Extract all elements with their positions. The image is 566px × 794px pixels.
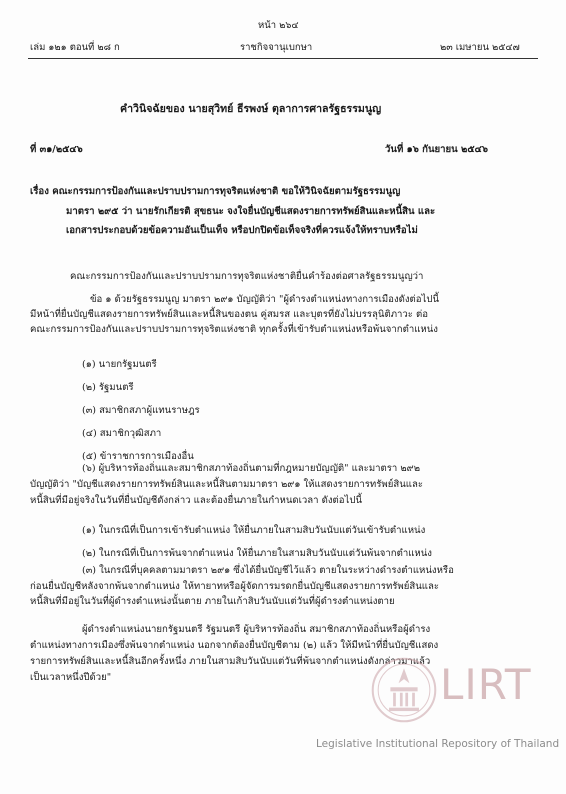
sub-item-line: (๓) ในกรณีที่บุคคลตามมาตรา ๒๙๑ ซึ่งได้ยื่นบัญชีไว้แล้ว ตายในระหว่างดำรงตำแหน่งหรือ [82, 565, 454, 576]
para-line: ตำแหน่งทางการเมืองซึ่งพ้นจากตำแหน่ง นอกจากต้องยื่นบัญชีตาม (๒) แล้ว ให้มีหน้าที่ยื่นบัญชีแสดง [30, 640, 439, 651]
list-item: (๒) รัฐมนตรี [82, 382, 134, 393]
intro-paragraph: คณะกรรมการป้องกันและปราบปรามการทุจริตแห่งชาติยื่นคำร้องต่อศาลรัฐธรรมนูญว่า [70, 271, 424, 282]
para-line: เป็นเวลาหนึ่งปีด้วย" [30, 672, 112, 683]
clause-line: มีหน้าที่ยื่นบัญชีแสดงรายการทรัพย์สินและหนี้สินของตน คู่สมรส และบุตรที่ยังไม่บรรลุนิติภาวะ ต่อ [30, 309, 429, 320]
parliament-seal-icon [370, 656, 438, 724]
sub-items [82, 519, 432, 565]
item-line: หนี้สินที่มีอยู่จริงในวันที่ยื่นบัญชีดังกล่าว และต้องยื่นภายในกำหนดเวลา ดังต่อไปนี้ [30, 495, 362, 506]
gazette-date: ๒๓ เมษายน ๒๕๔๗ [440, 42, 520, 53]
position-list [82, 353, 200, 468]
gazette-name: ราชกิจจานุเบกษา [240, 42, 313, 53]
subject-line: มาตรา ๒๙๕ ว่า นายรักเกียรติ สุขธนะ จงใจยื่นบัญชีแสดงรายการทรัพย์สินและหนี้สิน และ [66, 205, 436, 217]
clause-line: คณะกรรมการป้องกันและปราบปรามการทุจริตแห่งชาติ ทุกครั้งที่เข้ารับตำแหน่งหรือพ้นจากตำแหน่ง [30, 324, 438, 335]
volume-info: เล่ม ๑๒๑ ตอนที่ ๒๘ ก [30, 42, 120, 53]
clause-1 [30, 292, 439, 337]
document-title: คำวินิจฉัยของ นายสุวิทย์ ธีรพงษ์ ตุลาการศาลรัฐธรรมนูญ [120, 103, 382, 115]
sub-item-line: ก่อนยื่นบัญชีหลังจากพ้นจากตำแหน่ง ให้ทายาทหรือผู้จัดการมรดกยื่นบัญชีแสดงรายการทรัพย์สินและ [30, 580, 440, 592]
item-line: บัญญัติว่า "บัญชีแสดงรายการทรัพย์สินและหนี้สินตามมาตรา ๒๙๑ ให้แสดงรายการทรัพย์สินและ [30, 479, 423, 490]
sub-item-3 [30, 563, 454, 610]
decision-date: วันที่ ๑๖ กันยายน ๒๕๔๖ [385, 144, 488, 155]
watermark-subtitle: Legislative Institutional Repository of Thailand [316, 738, 560, 750]
page-number: หน้า ๒๖๔ [258, 20, 299, 31]
sub-item: (๒) ในกรณีที่เป็นการพ้นจากตำแหน่ง ให้ยื่นภายในสามสิบวันนับแต่วันพ้นจากตำแหน่ง [82, 548, 432, 559]
sub-item-line: หนี้สินที่มีอยู่ในวันที่ผู้ดำรงตำแหน่งนั้นตาย ภายในเก้าสิบวันนับแต่วันที่ผู้ดำรงตำแหน่งตาย [30, 596, 395, 607]
sub-item: (๑) ในกรณีที่เป็นการเข้ารับตำแหน่ง ให้ยื่นภายในสามสิบวันนับแต่วันเข้ารับตำแหน่ง [82, 525, 426, 536]
list-item: (๔) สมาชิกวุฒิสภา [82, 428, 162, 439]
watermark-logo-text: LIRT [440, 660, 532, 709]
subject-line: เอกสารประกอบด้วยข้อความอันเป็นเท็จ หรือปกปิดข้อเท็จจริงที่ควรแจ้งให้ทราบหรือไม่ [66, 225, 418, 236]
clause-line: ข้อ ๑ ด้วยรัฐธรรมนูญ มาตรา ๒๙๑ บัญญัติว่า "ผู้ดำรงตำแหน่งทางการเมืองดังต่อไปนี้ [90, 294, 440, 305]
subject-line: เรื่อง คณะกรรมการป้องกันและปราบปรามการทุจริตแห่งชาติ ขอให้วินิจฉัยตามรัฐธรรมนูญ [30, 186, 401, 197]
subject-block [30, 182, 435, 241]
list-item: (๕) ข้าราชการการเมืองอื่น [82, 451, 194, 462]
case-number: ที่ ๓๑/๒๕๔๖ [30, 144, 83, 155]
list-item: (๓) สมาชิกสภาผู้แทนราษฎร [82, 405, 200, 416]
para-line: ผู้ดำรงตำแหน่งนายกรัฐมนตรี รัฐมนตรี ผู้บริหารท้องถิ่น สมาชิกสภาท้องถิ่นหรือผู้ดำรง [82, 624, 431, 635]
list-item: (๑) นายกรัฐมนตรี [82, 359, 157, 370]
item-6 [30, 461, 423, 509]
para-line: รายการทรัพย์สินและหนี้สินอีกครั้งหนึ่ง ภายในสามสิบวันนับแต่วันที่พ้นจากตำแหน่งดังกล่าวมาแล้ว [30, 656, 431, 667]
item-line: (๖) ผู้บริหารท้องถิ่นและสมาชิกสภาท้องถิ่นตามที่กฎหมายบัญญัติ" และมาตรา ๒๙๒ [82, 463, 421, 474]
header-divider [28, 58, 538, 59]
